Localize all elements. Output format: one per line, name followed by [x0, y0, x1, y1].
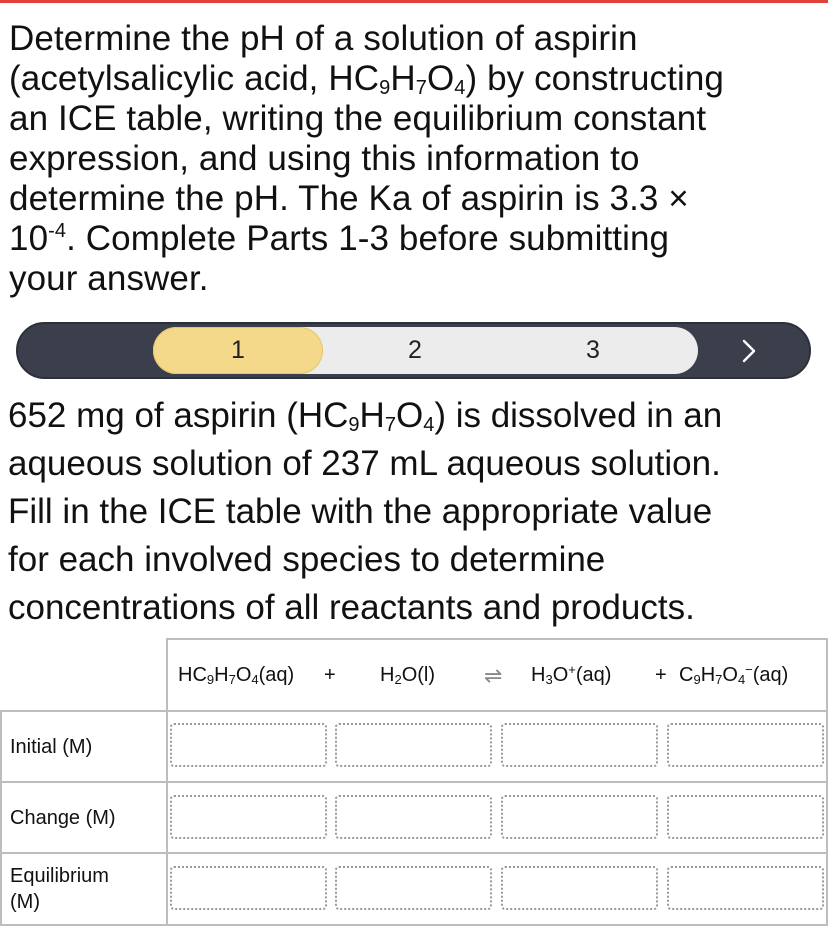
h-text: H: [380, 664, 395, 686]
h-text: O: [722, 664, 738, 686]
h-text: (aq): [575, 664, 612, 686]
equilibrium-arrow-icon: ⇌: [484, 663, 503, 688]
h-sub: 9: [206, 672, 215, 687]
h-text: (aq): [752, 664, 789, 686]
prompt-line-2: aqueous solution of 237 mL aqueous solution.: [8, 444, 721, 483]
step-3-tab[interactable]: 3: [586, 336, 600, 364]
p-text: 652 mg of aspirin (HC: [8, 396, 349, 435]
q-sub: 4: [454, 77, 466, 99]
part-prompt: [8, 392, 823, 632]
q-text: ) by constructing: [465, 59, 724, 98]
h-text: O: [552, 664, 569, 686]
p-text: H: [359, 396, 385, 435]
h-sub: 9: [693, 672, 701, 687]
change-aspirin-input[interactable]: [170, 795, 327, 839]
step-1-tab[interactable]: 1: [153, 327, 323, 374]
grid-line: [0, 710, 828, 712]
q-text: H: [390, 59, 416, 98]
q-exponent: -4: [48, 220, 67, 242]
question-line-7: your answer.: [9, 259, 209, 298]
species-conjugate-base: [679, 653, 788, 698]
prompt-line-1: [8, 392, 823, 440]
h-text: (aq): [258, 664, 295, 686]
p-text: O: [395, 396, 424, 435]
initial-water-input[interactable]: [335, 723, 492, 767]
h-text: H: [531, 664, 546, 686]
equilibrium-water-input[interactable]: [335, 866, 492, 910]
question-line-3: an ICE table, writing the equilibrium constant: [9, 99, 707, 138]
prompt-line-4: for each involved species to determine: [8, 540, 606, 579]
top-accent-rule: [0, 0, 828, 3]
q-text: (acetylsalicylic acid, HC: [9, 59, 380, 98]
species-aspirin: [178, 653, 294, 698]
h-sup: +: [568, 662, 576, 677]
h-sup: −: [745, 662, 753, 677]
grid-line: [0, 852, 828, 854]
initial-aspirin-input[interactable]: [170, 723, 327, 767]
question-line-2: [9, 59, 821, 99]
q-sub: 9: [379, 77, 391, 99]
question-line-5: determine the pH. The Ka of aspirin is 3.3 ×: [9, 179, 689, 218]
grid-line: [0, 710, 2, 926]
question-line-4: expression, and using this information to: [9, 139, 640, 178]
p-sub: 4: [423, 414, 435, 436]
grid-line: [166, 638, 828, 640]
h-text: C: [679, 664, 694, 686]
h-text: HC: [178, 664, 207, 686]
change-hydronium-input[interactable]: [501, 795, 658, 839]
h-text: O: [235, 664, 252, 686]
plus-sign-1: +: [324, 664, 336, 686]
h-sub: 7: [715, 672, 723, 687]
row-label-line: Equilibrium: [10, 865, 109, 887]
grid-line: [0, 781, 828, 783]
row-label-initial: Initial (M): [10, 736, 93, 758]
equilibrium-conjugate-base-input[interactable]: [667, 866, 824, 910]
q-text: 10: [9, 219, 49, 258]
question-line-1: Determine the pH of a solution of aspirin: [9, 19, 638, 58]
species-water: [380, 653, 435, 698]
row-label-equilibrium: [10, 863, 109, 915]
part-stepper: [16, 322, 811, 379]
h-text: O(l): [401, 664, 436, 686]
q-text: . Complete Parts 1-3 before submitting: [66, 219, 670, 258]
row-label-change: Change (M): [10, 807, 116, 829]
h-text: H: [214, 664, 229, 686]
prompt-line-3: Fill in the ICE table with the appropriate value: [8, 492, 713, 531]
species-hydronium: [531, 653, 611, 698]
grid-line: [166, 638, 168, 926]
change-conjugate-base-input[interactable]: [667, 795, 824, 839]
q-sub: 7: [415, 77, 427, 99]
next-step-button[interactable]: [731, 333, 767, 369]
initial-conjugate-base-input[interactable]: [667, 723, 824, 767]
change-water-input[interactable]: [335, 795, 492, 839]
step-2-tab[interactable]: 2: [408, 336, 422, 364]
question-text: [9, 19, 821, 299]
h-text: H: [700, 664, 716, 686]
question-line-6: [9, 219, 821, 259]
h-sub: 7: [228, 672, 236, 687]
plus-sign-2: +: [655, 664, 667, 686]
p-sub: 7: [384, 414, 396, 436]
equilibrium-aspirin-input[interactable]: [170, 866, 327, 910]
h-sub: 3: [545, 672, 553, 687]
row-label-line: (M): [10, 891, 40, 913]
equilibrium-hydronium-input[interactable]: [501, 866, 658, 910]
prompt-line-5: concentrations of all reactants and products.: [8, 588, 695, 627]
chevron-right-icon: [738, 336, 760, 366]
h-sub: 2: [394, 672, 402, 687]
grid-line: [0, 924, 828, 926]
h-sub: 4: [737, 672, 746, 687]
p-sub: 9: [348, 414, 360, 436]
q-text: O: [426, 59, 455, 98]
h-sub: 4: [251, 672, 259, 687]
initial-hydronium-input[interactable]: [501, 723, 658, 767]
p-text: ) is dissolved in an: [434, 396, 723, 435]
